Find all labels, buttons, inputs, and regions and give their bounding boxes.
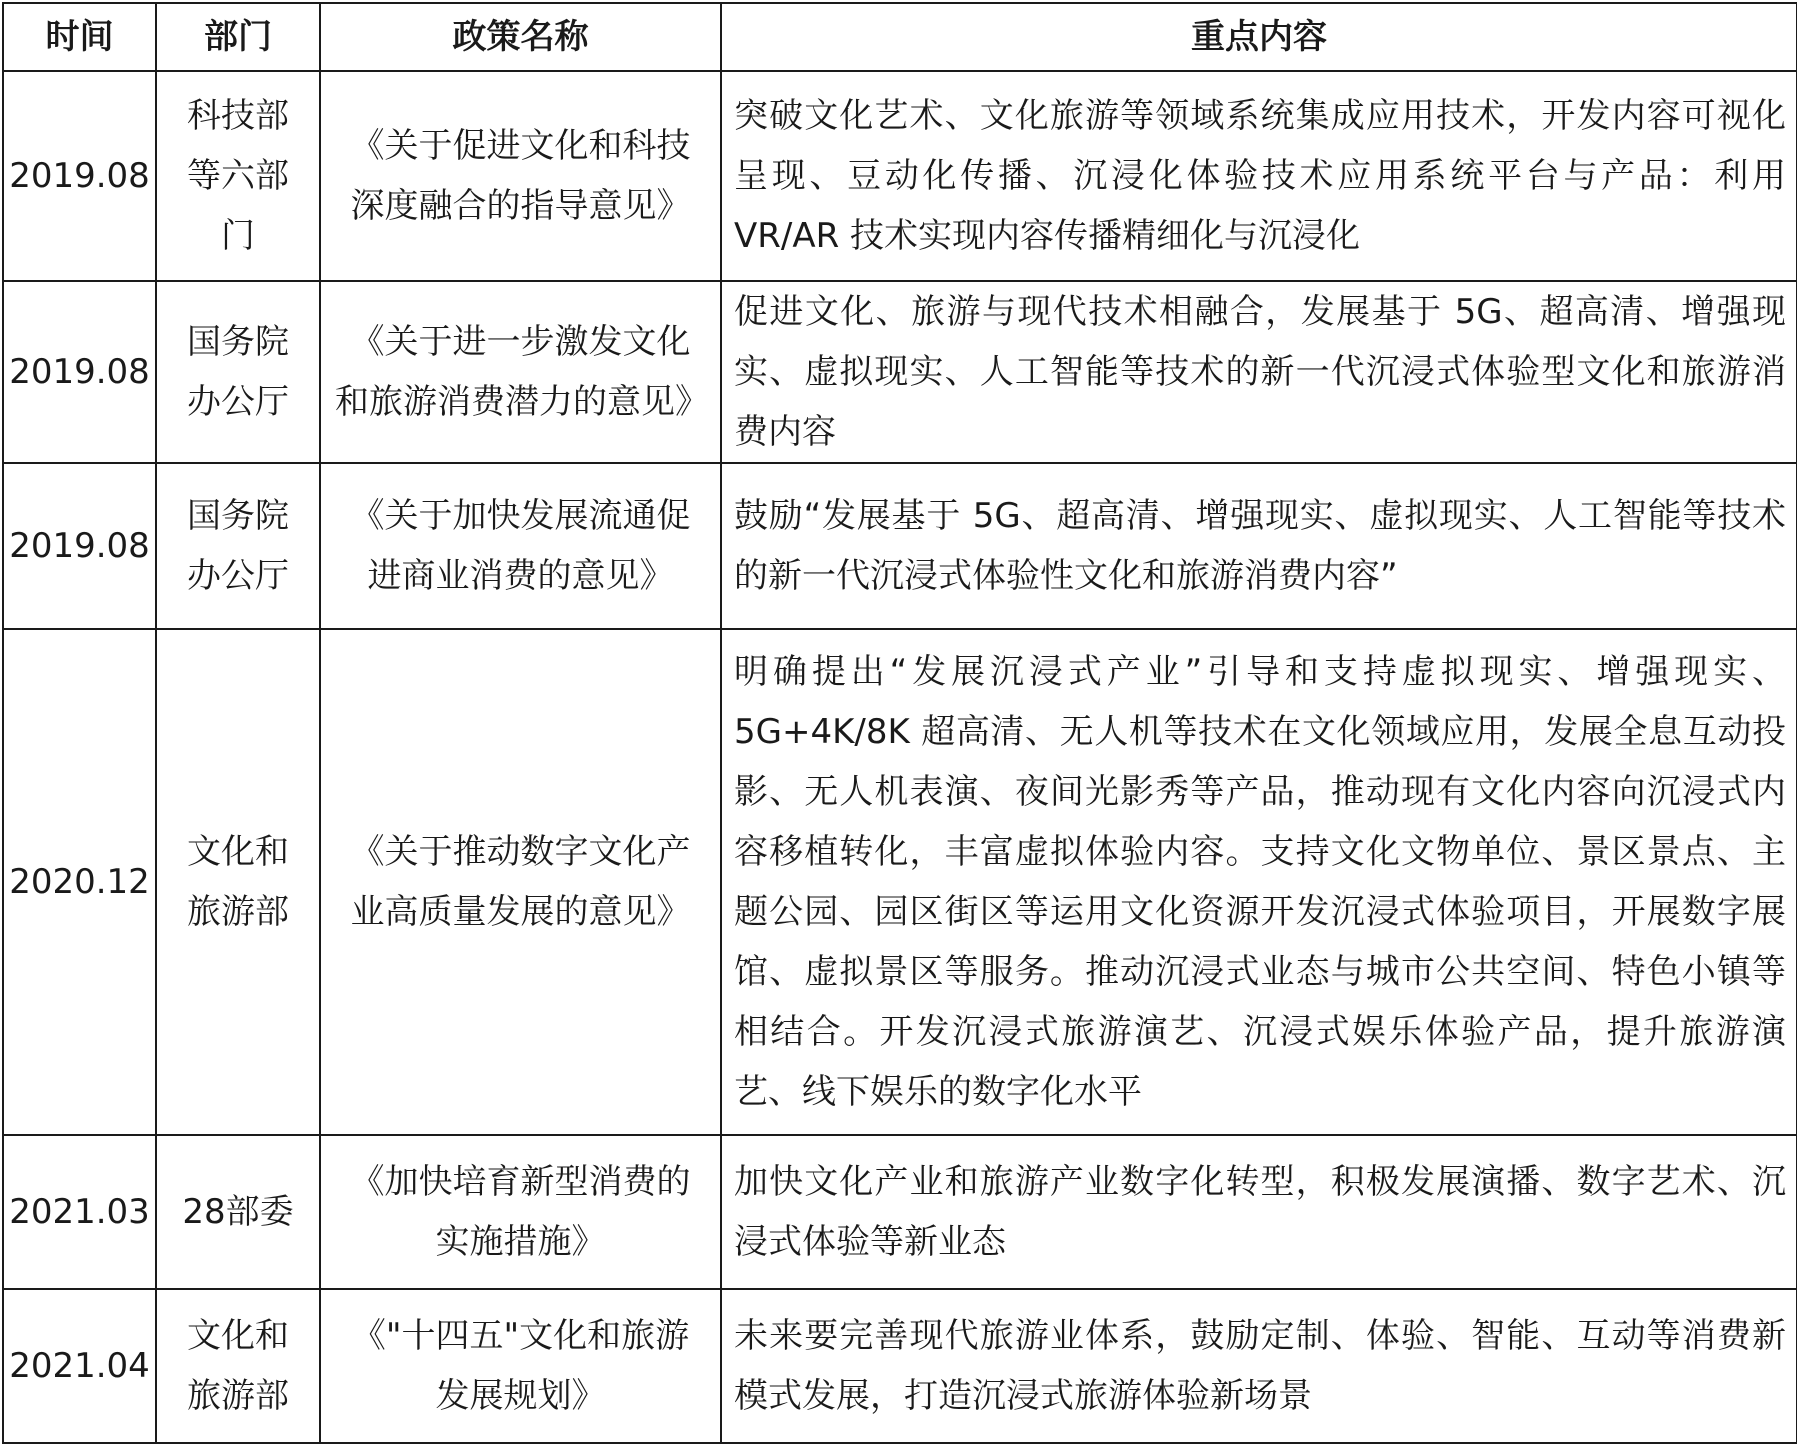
table-row <box>3 1289 1797 1443</box>
cell-department: 国务院办公厅 <box>156 463 320 629</box>
cell-department: 28部委 <box>156 1135 320 1289</box>
header-policy-name: 政策名称 <box>320 3 721 71</box>
table-row <box>3 1135 1797 1289</box>
cell-time: 2020.12 <box>3 629 156 1135</box>
cell-policy-name: 《关于加快发展流通促进商业消费的意见》 <box>320 463 721 629</box>
cell-key-content: 鼓励“发展基于 5G、超高清、增强现实、虚拟现实、人工智能等技术的新一代沉浸式体验性文化和旅游消费内容” <box>721 463 1797 629</box>
cell-policy-name: 《关于推动数字文化产业高质量发展的意见》 <box>320 629 721 1135</box>
cell-time: 2021.04 <box>3 1289 156 1443</box>
cell-key-content: 未来要完善现代旅游业体系，鼓励定制、体验、智能、互动等消费新模式发展，打造沉浸式旅游体验新场景 <box>721 1289 1797 1443</box>
cell-time: 2019.08 <box>3 463 156 629</box>
table-row <box>3 463 1797 629</box>
cell-policy-name: 《加快培育新型消费的实施措施》 <box>320 1135 721 1289</box>
header-key-content: 重点内容 <box>721 3 1797 71</box>
cell-policy-name: 《关于进一步激发文化和旅游消费潜力的意见》 <box>320 281 721 463</box>
cell-department: 国务院办公厅 <box>156 281 320 463</box>
policy-table <box>2 2 1797 1444</box>
cell-department: 文化和旅游部 <box>156 629 320 1135</box>
cell-key-content: 促进文化、旅游与现代技术相融合，发展基于 5G、超高清、增强现实、虚拟现实、人工智能等技术的新一代沉浸式体验型文化和旅游消费内容 <box>721 281 1797 463</box>
cell-key-content: 突破文化艺术、文化旅游等领域系统集成应用技术，开发内容可视化呈现、豆动化传播、沉浸化体验技术应用系统平台与产品：利用 VR/AR 技术实现内容传播精细化与沉浸化 <box>721 71 1797 281</box>
table-row <box>3 71 1797 281</box>
cell-time: 2019.08 <box>3 281 156 463</box>
cell-policy-name: 《关于促进文化和科技深度融合的指导意见》 <box>320 71 721 281</box>
cell-time: 2021.03 <box>3 1135 156 1289</box>
cell-key-content: 加快文化产业和旅游产业数字化转型，积极发展演播、数字艺术、沉浸式体验等新业态 <box>721 1135 1797 1289</box>
cell-policy-name: 《"十四五"文化和旅游发展规划》 <box>320 1289 721 1443</box>
cell-time: 2019.08 <box>3 71 156 281</box>
cell-department: 文化和旅游部 <box>156 1289 320 1443</box>
header-time: 时间 <box>3 3 156 71</box>
cell-key-content: 明确提出“发展沉浸式产业”引导和支持虚拟现实、增强现实、5G+4K/8K 超高清、无人机等技术在文化领域应用，发展全息互动投影、无人机表演、夜间光影秀等产品，推动现有文化内容向沉浸式内容移植转化，丰富虚拟体验内容。支持文化文物单位、景区景点、主题公园、园区街区等运用文化资源开发沉浸式体验项目，开展数字展馆、虚拟景区等服务。推动沉浸式业态与城市公共空间、特色小镇等相结合。开发沉浸式旅游演艺、沉浸式娱乐体验产品，提升旅游演艺、线下娱乐的数字化水平 <box>721 629 1797 1135</box>
header-department: 部门 <box>156 3 320 71</box>
table-row <box>3 629 1797 1135</box>
header-row <box>3 3 1797 71</box>
table-row <box>3 281 1797 463</box>
cell-department: 科技部等六部门 <box>156 71 320 281</box>
